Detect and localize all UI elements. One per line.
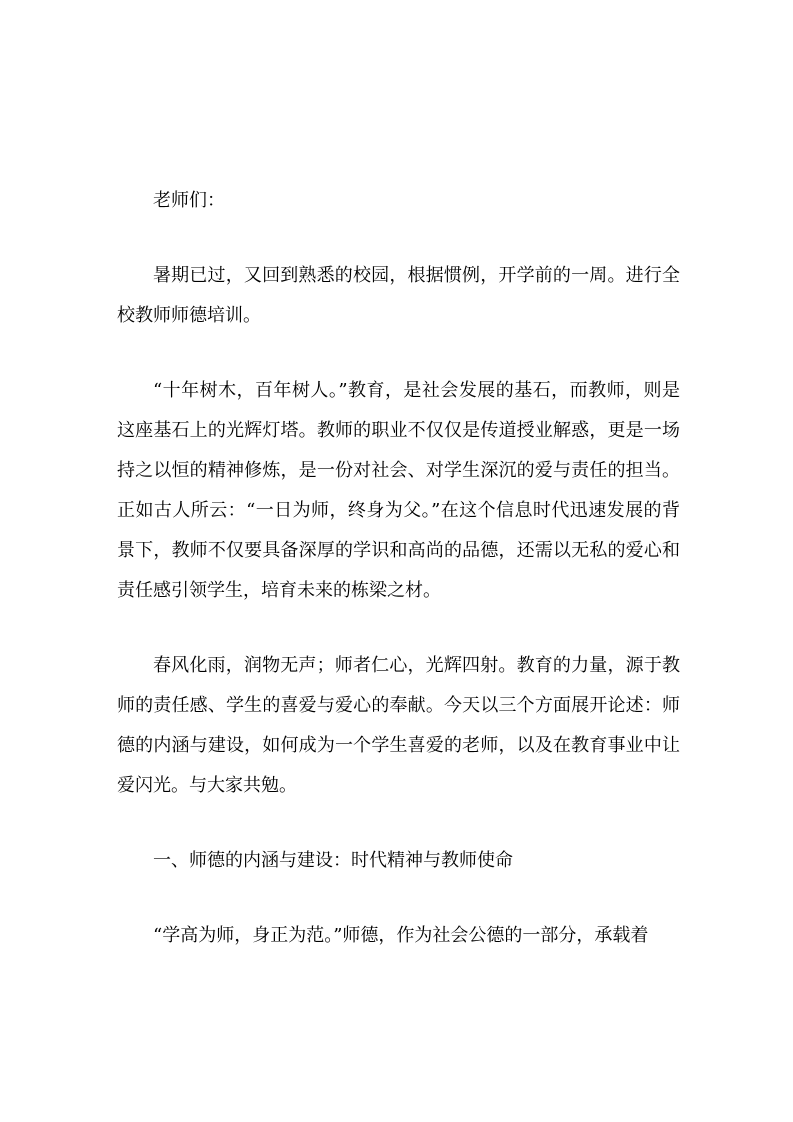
paragraph-intro: 暑期已过，又回到熟悉的校园，根据惯例，开学前的一周。进行全校教师师德培训。 [117, 265, 680, 326]
paragraph-spring-breeze: 春风化雨，润物无声；师者仁心，光辉四射。教育的力量，源于教师的责任感、学生的喜爱与爱心的奉献。今天以三个方面展开论述：师德的内涵与建设，如何成为一个学生喜爱的老师，以及在教育事业中让爱闪光。与大家共勉。 [117, 655, 680, 796]
salutation: 老师们： [153, 190, 225, 211]
document-body [117, 181, 680, 956]
paragraph-section-one: “学高为师，身正为范。”师德，作为社会公德的一部分，承载着 [153, 925, 649, 946]
section-heading: 一、师德的内涵与建设：时代精神与教师使命 [153, 850, 513, 871]
paragraph-education: “十年树木，百年树人。”教育，是社会发展的基石，而教师，则是这座基石上的光辉灯塔。教师的职业不仅仅是传道授业解惑，更是一场持之以恒的精神修炼，是一份对社会、对学生深沉的爱与责任的担当。正如古人所云：“一日为师，终身为父。”在这个信息时代迅速发展的背景下，教师不仅要具备深厚的学识和高尚的品德，还需以无私的爱心和责任感引领学生，培育未来的栋梁之材。 [117, 380, 680, 601]
